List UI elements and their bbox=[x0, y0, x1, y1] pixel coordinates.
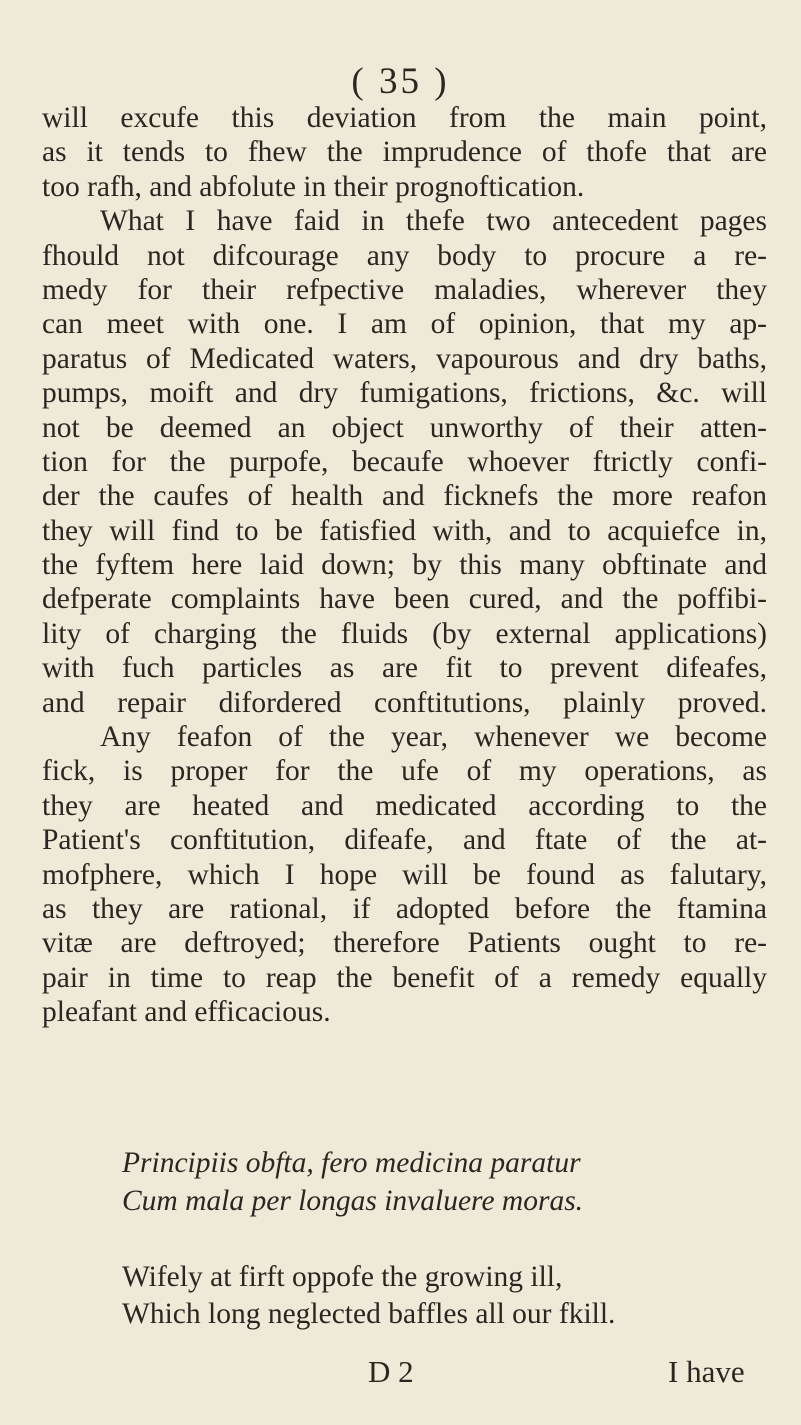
body-text bbox=[42, 101, 767, 1030]
text-line: tion for the purpofe, becaufe whoever ftrictly confi- bbox=[42, 445, 767, 478]
text-line: pair in time to reap the benefit of a remedy equally bbox=[42, 961, 767, 994]
text-line: they are heated and medicated according to the bbox=[42, 789, 767, 822]
page-number-header: ( 35 ) bbox=[351, 61, 450, 102]
text-line: der the caufes of health and ficknefs the more reafon bbox=[42, 480, 767, 513]
latin-quotation bbox=[122, 1144, 722, 1220]
text-line: pumps, moift and dry fumigations, frictions, &c. will bbox=[42, 377, 767, 410]
text-line: pleafant and efficacious. bbox=[42, 996, 331, 1029]
text-line: paratus of Medicated waters, vapourous and dry baths, bbox=[42, 342, 767, 375]
text-line: not be deemed an object unworthy of their atten- bbox=[42, 411, 767, 444]
text-line: fhould not difcourage any body to procure a re- bbox=[42, 239, 767, 272]
text-line: as it tends to fhew the imprudence of thofe that are bbox=[42, 136, 767, 169]
quote-line: Cum mala per longas invaluere moras. bbox=[122, 1185, 584, 1217]
quote-line: Principiis obfta, fero medicina paratur bbox=[122, 1147, 581, 1179]
text-line: can meet with one. I am of opinion, that my ap- bbox=[42, 308, 767, 341]
page-footer bbox=[0, 1354, 801, 1394]
verse-line: Which long neglected baffles all our fkill. bbox=[122, 1298, 616, 1330]
text-line: Any feafon of the year, whenever we become bbox=[100, 721, 767, 754]
text-line: What I have faid in thefe two antecedent pages bbox=[100, 205, 767, 238]
signature-mark: D 2 bbox=[368, 1354, 414, 1389]
catchword: I have bbox=[668, 1354, 745, 1389]
text-line: too rafh, and abfolute in their prognoftication. bbox=[42, 170, 585, 203]
text-line: defperate complaints have been cured, and the poffibi- bbox=[42, 583, 767, 616]
text-line: fick, is proper for the ufe of my operations, as bbox=[42, 755, 767, 788]
text-line: will excufe this deviation from the main point, bbox=[42, 102, 767, 134]
text-line: they will find to be fatisfied with, and to acquiefce in, bbox=[42, 514, 767, 547]
text-line: lity of charging the fluids (by external applications) bbox=[42, 617, 767, 650]
text-line: and repair difordered conftitutions, plainly proved. bbox=[42, 686, 767, 719]
text-line: mofphere, which I hope will be found as falutary, bbox=[42, 858, 767, 891]
text-line: medy for their refpective maladies, wherever they bbox=[42, 273, 767, 306]
verse-line: Wifely at firft oppofe the growing ill, bbox=[122, 1261, 563, 1293]
text-line: vitæ are deftroyed; therefore Patients ought to re- bbox=[42, 927, 767, 960]
text-line: Patient's conftitution, difeafe, and ftate of the at- bbox=[42, 824, 767, 857]
text-line: the fyftem here laid down; by this many obftinate and bbox=[42, 549, 767, 582]
verse-translation bbox=[122, 1259, 762, 1333]
text-line: as they are rational, if adopted before the ftamina bbox=[42, 893, 767, 925]
text-line: with fuch particles as are fit to prevent difeafes, bbox=[42, 652, 767, 685]
